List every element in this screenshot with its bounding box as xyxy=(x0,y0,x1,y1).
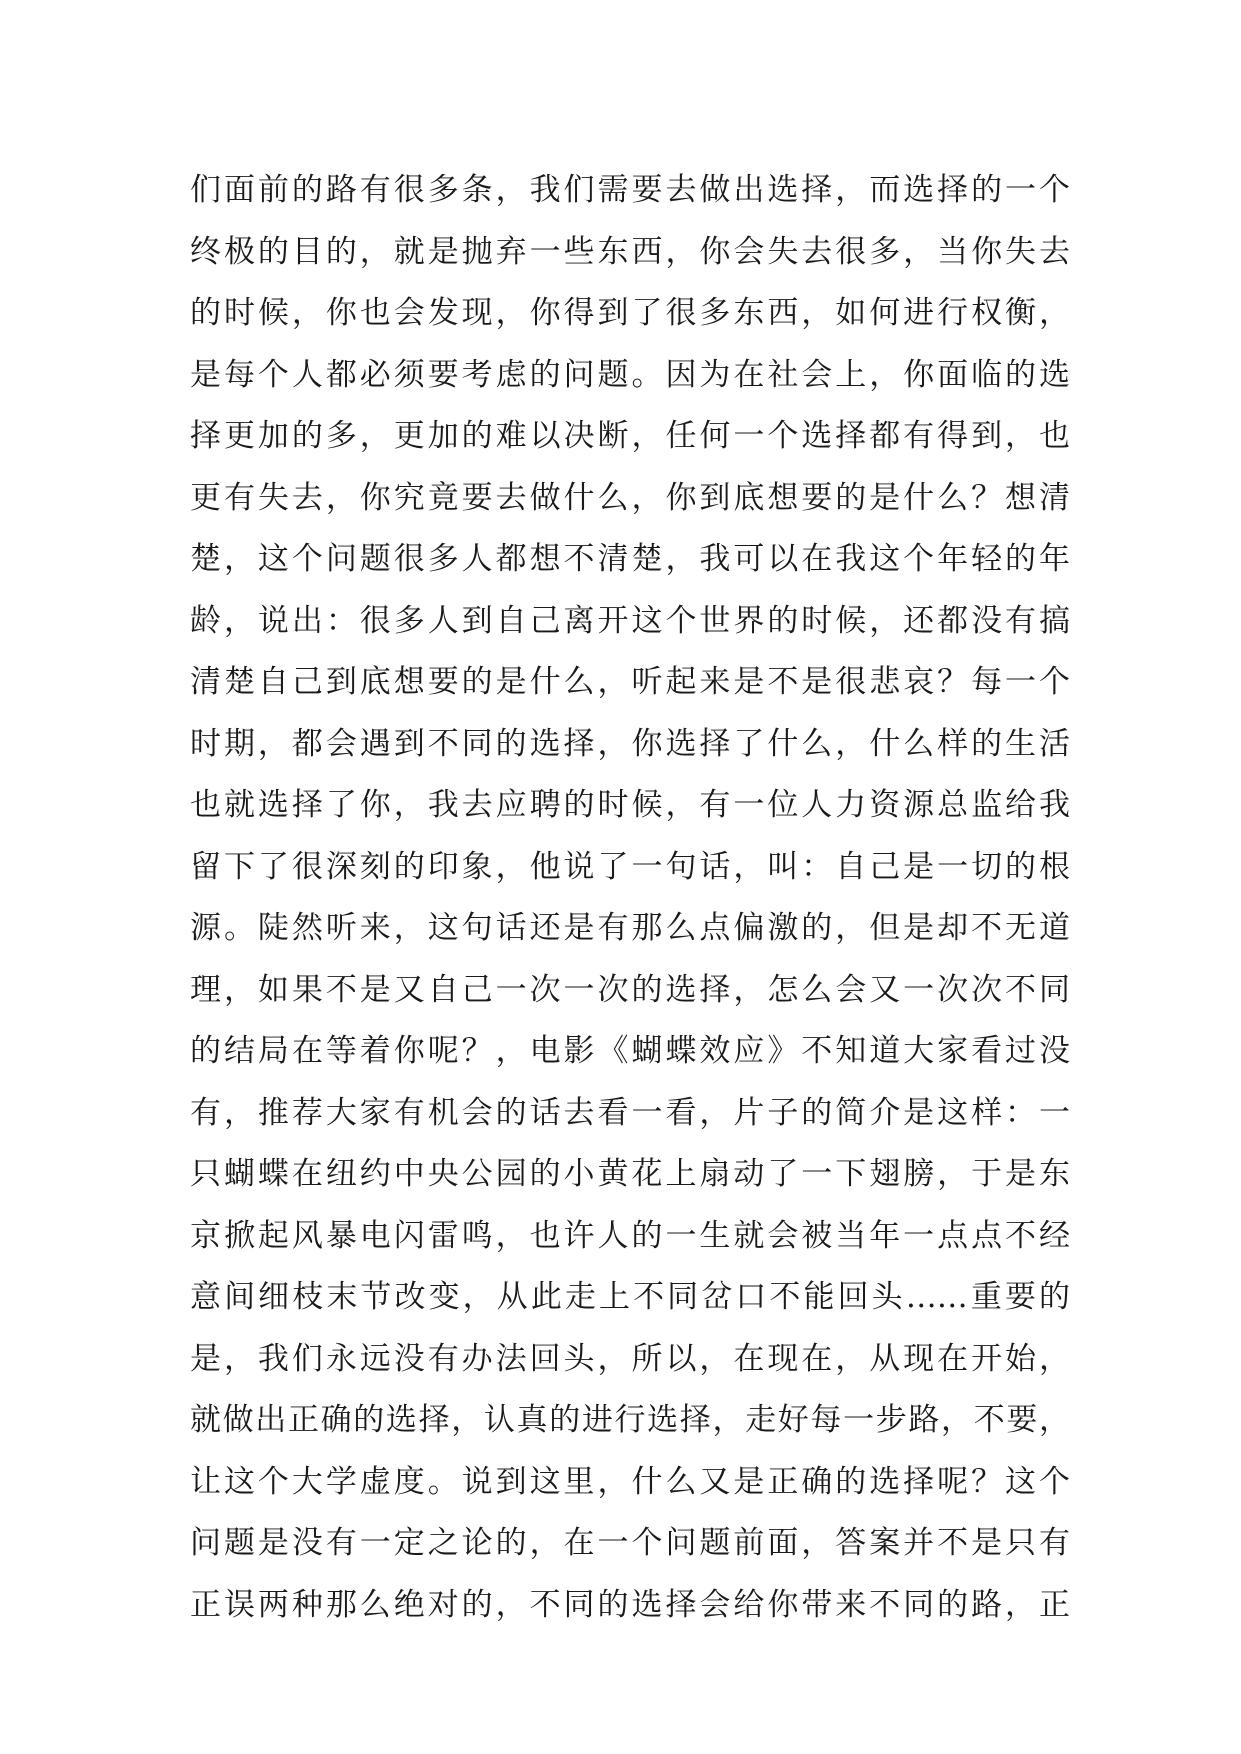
text-line: 更有失去，你究竟要去做什么，你到底想要的是什么？想清 xyxy=(190,479,1070,516)
text-line: 就做出正确的选择，认真的进行选择，走好每一步路，不要， xyxy=(190,1402,1070,1438)
text-line: 京掀起风暴电闪雷鸣，也许人的一生就会被当年一点点不经 xyxy=(190,1217,1070,1254)
text-line: 楚，这个问题很多人都想不清楚，我可以在我这个年轻的年 xyxy=(190,541,1070,577)
text-line: 终极的目的，就是抛弃一些东西，你会失去很多，当你失去 xyxy=(190,233,1070,270)
text-line: 有，推荐大家有机会的话去看一看，片子的简介是这样：一 xyxy=(190,1094,1070,1131)
text-line: 择更加的多，更加的难以决断，任何一个选择都有得到，也 xyxy=(190,418,1070,454)
text-line: 意间细枝末节改变，从此走上不同岔口不能回头……重要的 xyxy=(190,1279,1070,1315)
text-line: 清楚自己到底想要的是什么，听起来是不是很悲哀？每一个 xyxy=(190,664,1070,700)
text-line: 源。陡然听来，这句话还是有那么点偏激的，但是却不无道 xyxy=(190,910,1070,946)
text-line: 只蝴蝶在纽约中央公园的小黄花上扇动了一下翅膀，于是东 xyxy=(190,1156,1070,1192)
text-line: 留下了很深刻的印象，他说了一句话，叫：自己是一切的根 xyxy=(190,848,1070,885)
text-line: 是，我们永远没有办法回头，所以，在现在，从现在开始， xyxy=(190,1340,1070,1377)
text-line: 是每个人都必须要考虑的问题。因为在社会上，你面临的选 xyxy=(190,356,1070,393)
text-line: 的时候，你也会发现，你得到了很多东西，如何进行权衡， xyxy=(190,295,1070,331)
text-line: 的结局在等着你呢？，电影《蝴蝶效应》不知道大家看过没 xyxy=(190,1033,1070,1069)
text-line: 龄，说出：很多人到自己离开这个世界的时候，还都没有搞 xyxy=(190,602,1070,639)
text-line: 们面前的路有很多条，我们需要去做出选择，而选择的一个 xyxy=(190,172,1070,208)
text-line: 正误两种那么绝对的，不同的选择会给你带来不同的路，正 xyxy=(190,1586,1070,1623)
text-line: 问题是没有一定之论的，在一个问题前面，答案并不是只有 xyxy=(190,1525,1070,1561)
body-text xyxy=(190,160,1070,1636)
text-line: 让这个大学虚度。说到这里，什么又是正确的选择呢？这个 xyxy=(190,1463,1070,1500)
text-line: 也就选择了你，我去应聘的时候，有一位人力资源总监给我 xyxy=(190,787,1070,823)
text-line: 时期，都会遇到不同的选择，你选择了什么，什么样的生活 xyxy=(190,725,1070,762)
text-line: 理，如果不是又自己一次一次的选择，怎么会又一次次不同 xyxy=(190,971,1070,1008)
